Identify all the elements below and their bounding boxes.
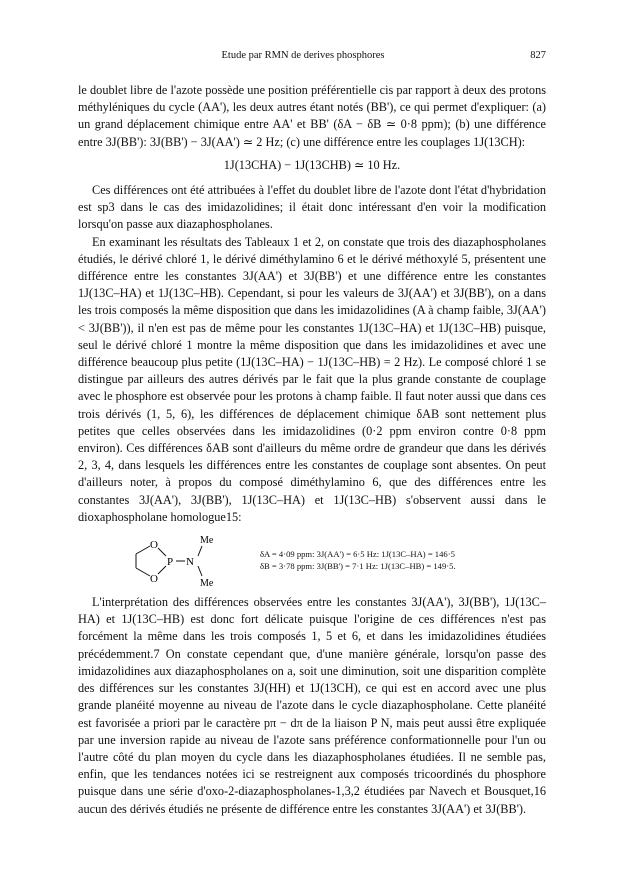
nmr-data-line-A: δA = 4·09 ppm: 3J(AA') = 6·5 Hz: 1J(13C–HA) = 146·5 xyxy=(260,549,455,560)
paragraph-2: Ces différences ont été attribuées à l'effet du doublet libre de l'azote dont l'état d'hybridation est sp3 dans le cas des imidazolidines; il était donc intéressant d'en voir la modification lorsqu'on passe aux diazaphospholanes. xyxy=(78,183,546,232)
article-body xyxy=(78,82,546,818)
structure-nmr-data xyxy=(260,548,456,572)
bond-N-Me-top xyxy=(198,546,202,556)
equation-coupling-difference: 1J(13CHA) − 1J(13CHB) ≃ 10 Hz. xyxy=(223,157,401,172)
atom-N: N xyxy=(186,556,194,569)
atom-O-top: O xyxy=(150,539,158,552)
paragraph-3: En examinant les résultats des Tableaux 1 et 2, on constate que trois des diazaphospholanes étudiés, le dérivé chloré 1, le dérivé diméthylamino 6 et le dérivé méthoxylé 5, présentent une différence entre les constantes 3J(AA') et 3J(BB') et une différence entre les constantes 1J(13C–HA) et 1J(13C–HB). Cependant, si pour les valeurs de 3J(AA') et 3J(BB'), on a dans les trois composés la même disposition que dans les imidazolidines (A à champ faible, 3J(AA') < 3J(BB')), il n'en est pas de même pour les constantes 1J(13C–HA) et 1J(13C–HB) puisque, seul le dérivé chloré 1 montre la même disposition que dans les imidazolidines et avec une différence beaucoup plus petite (1J(13C–HA) − 1J(13C–HB) = 2 Hz). Le composé chloré 1 se distingue par ailleurs des autres dérivés par le fait que la plus grande constante de couplage avec le phosphore est observée pour les protons à champ faible. Il faut noter aussi que dans ces trois dérivés (1, 5, 6), les différences de déplacement chimique δAB sont nettement plus petites que celles observées dans les imidazolidines (0·2 ppm environ contre 0·8 ppm environ). Ces différences δAB sont d'ailleurs du même ordre de grandeur que dans les dérivés 2, 3, 4, dans lesquels les différences entre les constantes de couplage sont absentes. On peut d'ailleurs noter, à propos du composé diméthylamino 6, que des différences entre les constantes 3J(AA'), 3J(BB'), 1J(13C–HA) et 1J(13C–HB) s'observent aussi dans le dioxaphospholane homologue15: xyxy=(78,234,546,524)
ring-bond-top-left xyxy=(136,546,150,554)
atom-P: P xyxy=(167,556,174,569)
running-title: Etude par RMN de derives phosphores xyxy=(221,49,385,61)
nmr-data-line-B: δB = 3·78 ppm: 3J(BB') = 7·1 Hz: 1J(13C–HB) = 149·5. xyxy=(260,561,456,572)
dioxaphospholane-structure-block xyxy=(78,532,546,588)
bond-N-Me-bottom xyxy=(198,566,202,576)
running-header xyxy=(78,47,546,63)
ring-bond-O-P-bottom xyxy=(158,566,166,574)
ring-bond-bottom-left xyxy=(136,568,150,576)
methyl-top: Me xyxy=(200,535,214,547)
paragraph-4: L'interprétation des différences observées entre les constantes 3J(AA'), 3J(BB'), 1J(13C–HA) et 1J(13C–HB) est donc fort délicate puisque l'origine de ces différences n'est pas forcément la même dans les trois composés 1, 5 et 6, et dans les imidazolidines étudiées précédemment.7 On constate cependant que, d'une manière générale, lorsqu'on passe des imidazolidines aux diazaphospholanes on a, soit une diminution, soit une disparition complète des différences sur les constantes 3J(HH) et 1J(13CH), ce qui est en accord avec une plus grande planéité moyenne au niveau de l'azote dans le cycle diazaphospholane. Cette planéité est favorisée a priori par le caractère pπ − dπ de la liaison P N, mais peut aussi être expliquée par une inversion rapide au niveau de l'azote sans préférence conformationnelle pour l'un ou l'autre côté du plan moyen du cycle dans les diazaphospholanes étudiées. Il ne semble pas, enfin, que les tendances notées ici se restreignent aux composés tricoordinés du phosphore puisque dans une série d'oxo-2-diazaphospholanes-1,3,2 étudiées par Navech et Bousquet,16 aucun des dérivés étudiés ne présente de différence entre les constantes 3J(AA') et 3J(BB'). xyxy=(78,595,546,816)
atom-O-bottom: O xyxy=(150,573,158,586)
page-number: 827 xyxy=(530,49,546,61)
paragraph-1: le doublet libre de l'azote possède une position préférentielle cis par rapport à deux des protons méthyléniques du cycle (AA'), les deux autres étant notés (BB'), ce qui permet d'expliquer: (a) un grand déplacement chimique entre AA' et BB' (δA − δB ≃ 0·8 ppm); (b) une différence entre 3J(BB'): 3J(BB') − 3J(AA') ≃ 2 Hz; (c) une différence entre les couplages 1J(13CH): xyxy=(78,83,546,149)
dioxaphospholane-structure-diagram xyxy=(122,532,242,588)
methyl-bottom: Me xyxy=(200,578,214,589)
ring-bond-O-P-top xyxy=(158,548,166,556)
